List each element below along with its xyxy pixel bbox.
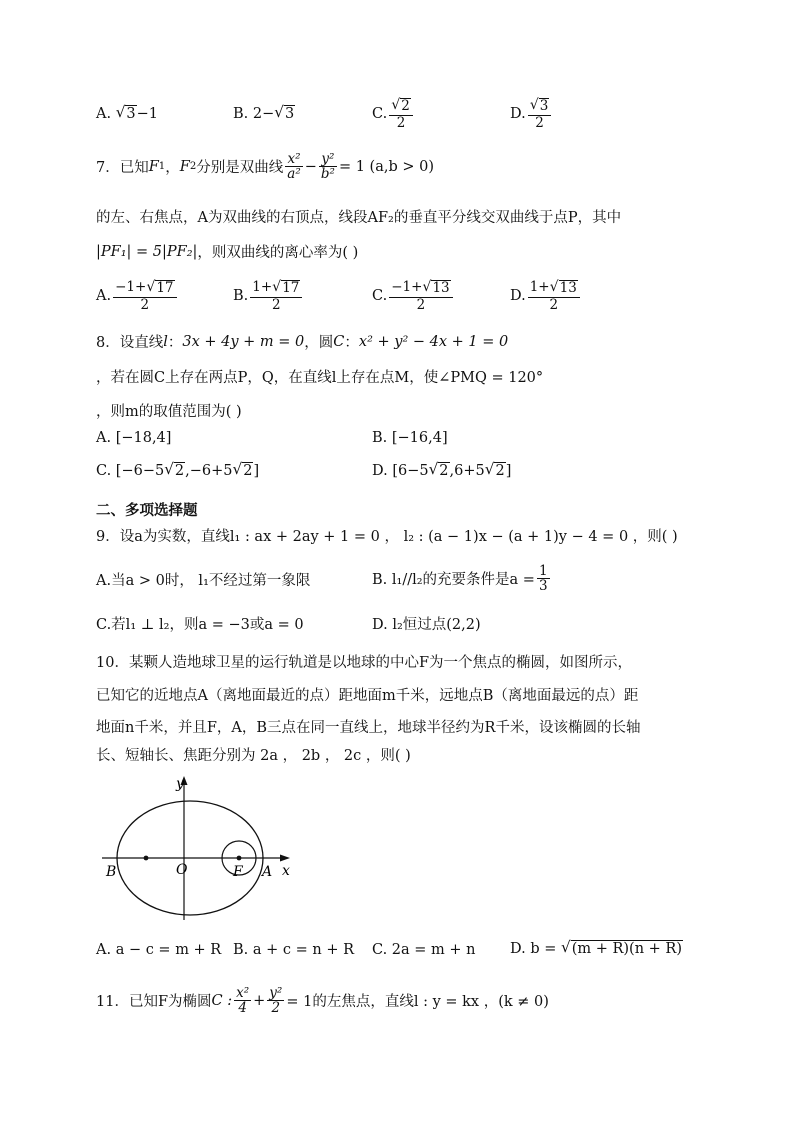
numerator: x² bbox=[287, 151, 301, 167]
fraction: −1+ √ 17 2 bbox=[113, 280, 176, 312]
stem-math: x² + y² − 4x + 1 = 0 bbox=[358, 333, 509, 350]
stem-text: ，圆 bbox=[304, 335, 334, 351]
operator: − bbox=[304, 158, 317, 175]
q9-option-b[interactable] bbox=[372, 564, 552, 593]
numerator: y² bbox=[269, 985, 283, 1001]
right-focus-dot bbox=[237, 856, 242, 861]
option-text: C. [−6−5 bbox=[96, 462, 165, 479]
stem-text: ： bbox=[167, 335, 183, 351]
q8-option-c[interactable]: C. [−6−5 √ 2 ,−6+5 √ 2 ] bbox=[96, 460, 260, 479]
q10-option-d[interactable]: D. b = √ (m + R)(n + R) bbox=[510, 938, 682, 957]
var: l bbox=[163, 333, 168, 350]
question-number: 7． bbox=[96, 160, 120, 177]
option-text: D. b = bbox=[510, 940, 557, 957]
option-label: C. bbox=[372, 287, 388, 304]
radicand: 2 bbox=[439, 463, 449, 479]
option-label: C. bbox=[372, 105, 388, 122]
stem-text: 某颗人造地球卫星的运行轨道是以地球的中心F为一个焦点的椭圆，如图所示， bbox=[128, 655, 633, 671]
q8-option-b[interactable]: B. [−16,4] bbox=[372, 430, 448, 446]
stem-text: 设a为实数，直线l₁ : ax + 2ay + 1 = 0 ， l₂ : (a − 1)x − (a + 1)y − 4 = 0 ，则( ) bbox=[119, 529, 678, 545]
numerator-text: −1+ bbox=[391, 279, 423, 295]
numerator: y² bbox=[321, 151, 335, 167]
denominator: 2 bbox=[271, 1000, 281, 1017]
question-number: 8． bbox=[96, 335, 120, 351]
stem-text: ，则双曲线的离心率为( ) bbox=[197, 245, 359, 261]
stem-text: 设直线 bbox=[119, 335, 164, 351]
option-text: ,−6+5 bbox=[185, 462, 233, 479]
stem-text: ： bbox=[344, 335, 359, 351]
denominator: a² bbox=[287, 166, 301, 183]
q6-option-a[interactable] bbox=[96, 105, 158, 123]
fraction: 1+ √ 13 2 bbox=[528, 280, 580, 312]
option-text: D. [6−5 bbox=[372, 462, 429, 479]
point-f-label: F bbox=[233, 864, 243, 880]
option-label: B. bbox=[233, 287, 249, 304]
origin-label: O bbox=[176, 862, 188, 878]
option-text: ] bbox=[505, 462, 512, 479]
stem-text: ， bbox=[165, 160, 180, 177]
sqrt: √ 3 bbox=[274, 103, 295, 122]
option-text: B. l₁//l₂的充要条件是a = bbox=[372, 572, 535, 589]
q7-option-c[interactable] bbox=[372, 280, 455, 312]
stem-text: = 1 (a,b > 0) bbox=[338, 158, 434, 175]
stem-text: 分别是双曲线 bbox=[196, 160, 284, 177]
option-text: 2− bbox=[252, 105, 275, 122]
option-label: A. bbox=[96, 105, 112, 122]
radicand: 3 bbox=[284, 106, 295, 122]
question-number: 11． bbox=[96, 994, 129, 1011]
denominator: 2 bbox=[396, 114, 406, 131]
q8-stem-line2: ，若在圆C上存在两点P，Q，在直线l上存在点M，使∠PMQ = 120° bbox=[96, 370, 544, 386]
radicand: 13 bbox=[559, 280, 577, 296]
operator: + bbox=[253, 992, 266, 1009]
fraction bbox=[285, 152, 302, 181]
denominator: 3 bbox=[538, 578, 548, 595]
left-focus-dot bbox=[144, 856, 149, 861]
option-label: D. bbox=[510, 287, 526, 304]
numerator-text: −1+ bbox=[115, 279, 147, 295]
section-heading: 二、多项选择题 bbox=[96, 503, 198, 519]
radicand: 13 bbox=[432, 280, 450, 296]
fraction bbox=[267, 986, 284, 1015]
y-axis-label: y bbox=[176, 776, 184, 792]
fraction bbox=[234, 986, 251, 1015]
q8-stem-line1 bbox=[96, 331, 714, 352]
fraction bbox=[537, 564, 550, 593]
question-number: 10． bbox=[96, 655, 129, 671]
numerator: x² bbox=[236, 985, 250, 1001]
denominator: 2 bbox=[140, 296, 150, 313]
q7-stem-line2: 的左、右焦点，A为双曲线的右顶点，线段AF₂的垂直平分线交双曲线于点P，其中 bbox=[96, 210, 622, 226]
option-text: ] bbox=[253, 462, 260, 479]
denominator: 2 bbox=[535, 114, 544, 131]
stem-math: 3x + 4y + m = 0 bbox=[182, 333, 305, 350]
var: F bbox=[179, 158, 190, 175]
denominator: 4 bbox=[238, 1000, 247, 1017]
option-label: B. bbox=[233, 105, 249, 122]
denominator: 2 bbox=[549, 296, 559, 313]
q7-option-d[interactable] bbox=[510, 280, 582, 312]
x-axis-label: x bbox=[282, 863, 290, 879]
radicand: 2 bbox=[243, 463, 253, 479]
radicand: 17 bbox=[156, 280, 174, 296]
q6-option-c[interactable] bbox=[372, 98, 415, 130]
stem-math: |PF₁| = 5|PF₂| bbox=[96, 243, 198, 260]
point-b-label: B bbox=[106, 864, 117, 880]
sqrt: √ 3 bbox=[115, 103, 136, 122]
option-label: A. bbox=[96, 287, 112, 304]
option-text: ,6+5 bbox=[449, 462, 485, 479]
stem-text: 已知F为椭圆 bbox=[128, 994, 212, 1011]
subscript: 1 bbox=[158, 161, 166, 173]
denominator: b² bbox=[320, 166, 335, 183]
radicand: 17 bbox=[282, 280, 300, 296]
numerator-text: 1+ bbox=[529, 279, 550, 295]
stem-math: C : bbox=[211, 992, 233, 1009]
q11-stem bbox=[96, 986, 714, 1015]
fraction: 1+ √ 17 2 bbox=[250, 280, 302, 312]
denominator: 2 bbox=[272, 296, 281, 313]
x-axis-arrow-icon bbox=[280, 855, 290, 862]
option-label: D. bbox=[510, 105, 526, 122]
radicand: 3 bbox=[126, 106, 136, 122]
q10-stem-line3: 地面n千米，并且F，A，B三点在同一直线上，地球半径约为R千米，设该椭圆的长轴 bbox=[96, 720, 641, 736]
fraction bbox=[319, 152, 337, 181]
q9-stem bbox=[96, 525, 714, 546]
fraction: √ 3 2 bbox=[528, 98, 552, 130]
fraction: √ 2 2 bbox=[389, 98, 413, 130]
q9-option-a[interactable]: A.当a > 0时， l₁不经过第一象限 bbox=[96, 573, 311, 589]
point-a-label: A bbox=[262, 864, 273, 880]
stem-text: = 1的左焦点，直线l : y = kx ，(k ≠ 0) bbox=[286, 994, 549, 1011]
q7-stem-line1 bbox=[96, 152, 714, 181]
q9-option-d[interactable]: D. l₂恒过点(2,2) bbox=[372, 617, 481, 633]
q6-option-b[interactable] bbox=[233, 105, 295, 123]
numerator-text: 1+ bbox=[252, 279, 273, 295]
q8-stem-line3: ，则m的取值范围为( ) bbox=[96, 404, 242, 420]
q7-option-b[interactable] bbox=[233, 280, 304, 312]
numerator: 1 bbox=[538, 563, 548, 579]
subscript: 2 bbox=[189, 161, 197, 173]
q10-stem-line1 bbox=[96, 651, 714, 672]
q9-option-c[interactable]: C.若l₁ ⊥ l₂，则a = −3或a = 0 bbox=[96, 617, 304, 633]
q10-stem-line4: 长、短轴长、焦距分别为 2a ， 2b ， 2c ，则( ) bbox=[96, 748, 411, 764]
radicand: 2 bbox=[401, 98, 410, 114]
q7-option-a[interactable] bbox=[96, 280, 179, 312]
stem-text: 已知 bbox=[119, 160, 149, 177]
fraction: −1+ √ 13 2 bbox=[389, 280, 452, 312]
radicand: (m + R)(n + R) bbox=[571, 941, 682, 957]
q7-stem-line3 bbox=[96, 241, 714, 262]
q6-option-d[interactable] bbox=[510, 98, 553, 130]
ellipse-orbit-figure bbox=[96, 772, 296, 924]
var: F bbox=[148, 158, 159, 175]
option-text: −1 bbox=[136, 105, 159, 122]
q8-option-a[interactable]: A. [−18,4] bbox=[96, 430, 172, 446]
var: C bbox=[333, 333, 345, 350]
denominator: 2 bbox=[416, 296, 426, 313]
q10-option-a[interactable]: A. a − c = m + R bbox=[96, 942, 222, 958]
q10-option-b[interactable]: B. a + c = n + R bbox=[233, 942, 354, 958]
question-number: 9． bbox=[96, 529, 120, 545]
q10-stem-line2: 已知它的近地点A（离地面最近的点）距地面m千米，远地点B（离地面最远的点）距 bbox=[96, 688, 639, 704]
radicand: 3 bbox=[539, 98, 549, 114]
q8-option-d[interactable]: D. [6−5 √ 2 ,6+5 √ 2 ] bbox=[372, 460, 512, 479]
q10-option-c[interactable]: C. 2a = m + n bbox=[372, 942, 476, 958]
radicand: 2 bbox=[174, 463, 185, 479]
radicand: 2 bbox=[495, 463, 505, 479]
